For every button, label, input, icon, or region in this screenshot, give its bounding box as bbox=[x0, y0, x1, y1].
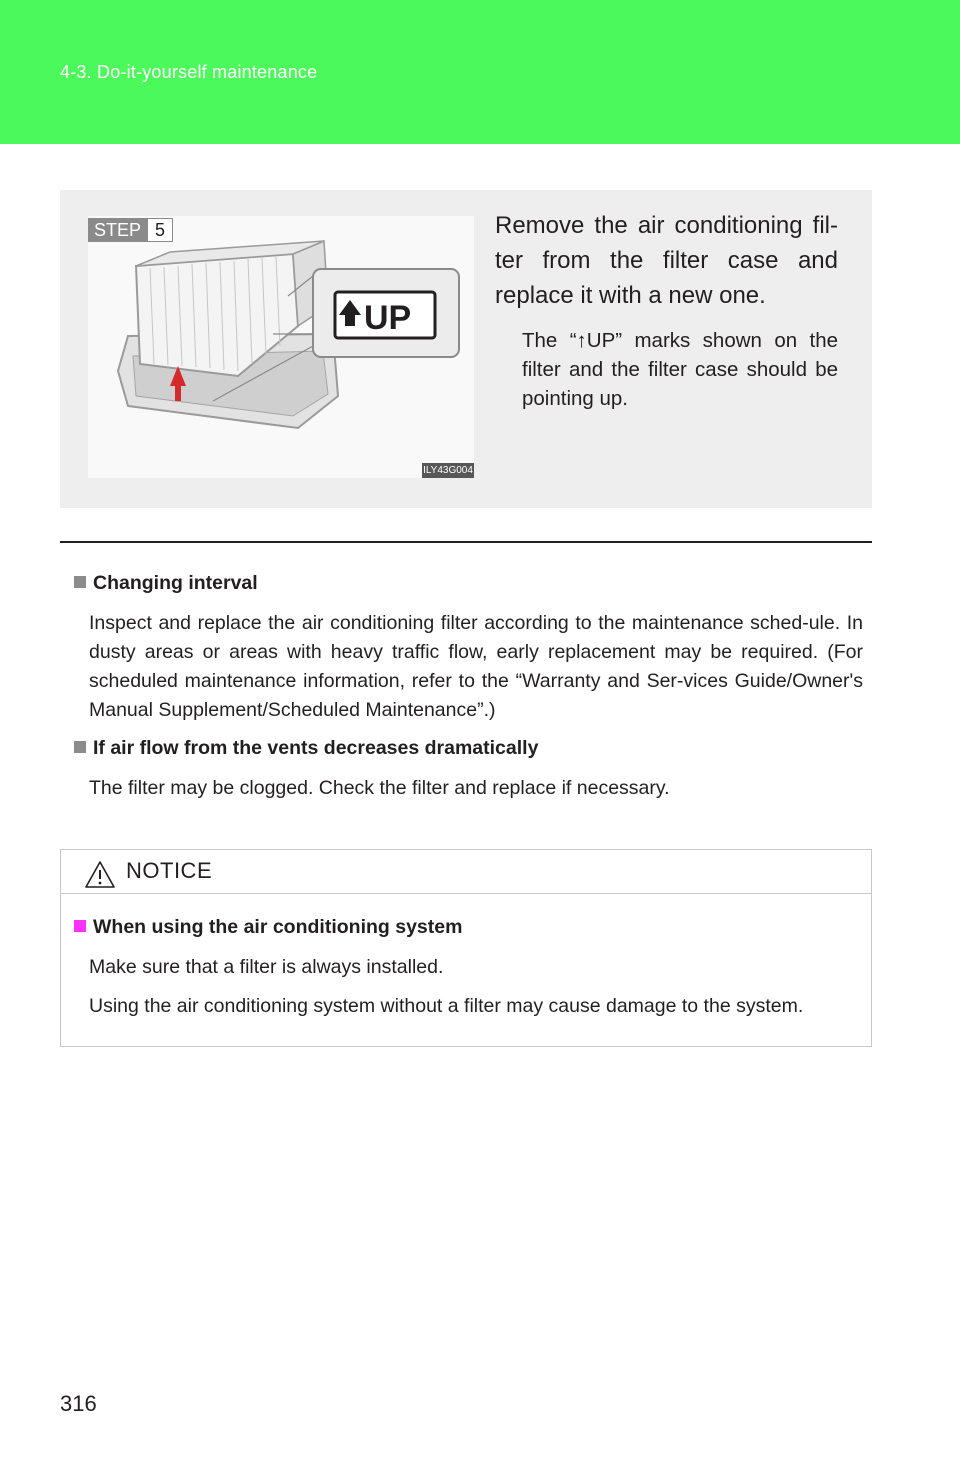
square-bullet-icon bbox=[74, 576, 86, 588]
section-title: 4-3. Do-it-yourself maintenance bbox=[60, 62, 318, 82]
subsection-heading bbox=[74, 572, 258, 595]
filter-illustration bbox=[88, 216, 474, 478]
illustration-code: ILY43G004 bbox=[423, 465, 473, 476]
up-marker-text: UP bbox=[364, 299, 412, 337]
square-bullet-icon bbox=[74, 741, 86, 753]
page-number: 316 bbox=[60, 1391, 97, 1416]
notice-line: Make sure that a filter is always installed. bbox=[89, 956, 444, 978]
notice-heading bbox=[74, 916, 462, 939]
notice-line: Using the air conditioning system without a filter may cause damage to the system. bbox=[89, 995, 804, 1017]
notice-divider bbox=[61, 893, 871, 894]
square-bullet-icon bbox=[74, 920, 86, 932]
subsection-body: Inspect and replace the air conditioning filter according to the maintenance sched-ule. In dusty areas or areas with heavy traffic flow, early replacement may be required. (For scheduled maintenance information, refer to the “Warranty and Ser-vices Guide/Owner's Manual Supplement/Scheduled Maintenance”.) bbox=[89, 612, 863, 721]
step-badge bbox=[88, 218, 173, 242]
step-number: 5 bbox=[147, 218, 173, 242]
step-label: STEP bbox=[88, 218, 147, 242]
step-note: The “↑UP” marks shown on the filter and the filter case should be pointing up. bbox=[522, 329, 838, 410]
subsection-body: The filter may be clogged. Check the filter and replace if necessary. bbox=[89, 777, 670, 799]
warning-triangle-icon bbox=[84, 860, 116, 889]
notice-title: NOTICE bbox=[126, 858, 213, 883]
section-divider bbox=[60, 541, 872, 543]
step-instruction: Remove the air conditioning fil-ter from the filter case and replace it with a new one. bbox=[495, 212, 838, 309]
subsection-heading-text: If air flow from the vents decreases dramatically bbox=[93, 737, 539, 759]
notice-heading-text: When using the air conditioning system bbox=[93, 916, 463, 938]
subsection-heading bbox=[74, 737, 538, 760]
subsection-heading-text: Changing interval bbox=[93, 572, 258, 594]
filter-drawing bbox=[88, 216, 474, 478]
